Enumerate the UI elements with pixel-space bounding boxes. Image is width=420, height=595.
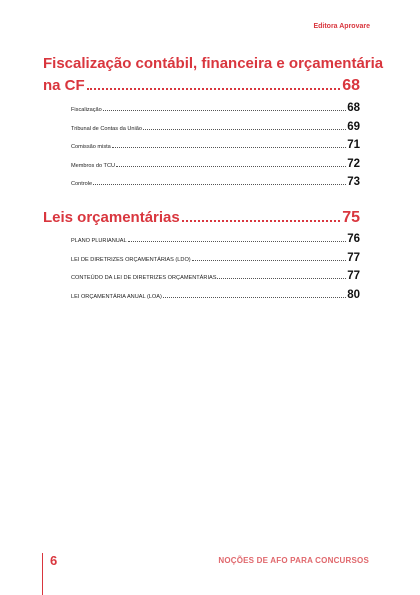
footer-accent-bar — [42, 553, 43, 595]
toc-entry[interactable] — [71, 289, 360, 308]
toc-entry[interactable] — [71, 176, 360, 195]
toc-entry-label: Fiscalização — [71, 107, 102, 113]
toc-entry[interactable] — [71, 158, 360, 177]
toc-entry[interactable] — [71, 270, 360, 289]
toc-entry[interactable] — [71, 139, 360, 158]
toc-entry-label: LEI ORÇAMENTÁRIA ANUAL (LOA) — [71, 293, 162, 300]
toc-entry[interactable] — [71, 233, 360, 252]
dot-leader — [87, 88, 341, 90]
chapter-title-line2: na CF — [43, 77, 85, 94]
dot-leader — [182, 220, 340, 222]
dot-leader — [103, 110, 346, 111]
toc-entry-label: LEI DE DIRETRIZES ORÇAMENTÁRIAS (LDO) — [71, 256, 191, 263]
chapter-title-line1: Fiscalização contábil, financeira e orçamentária — [43, 55, 384, 72]
toc-entry-page: 68 — [347, 102, 360, 114]
toc-entry-label: CONTEÚDO DA LEI DE DIRETRIZES ORÇAMENTÁRIAS — [71, 275, 217, 281]
toc-entry-page: 69 — [347, 120, 360, 133]
dot-leader — [163, 297, 346, 298]
toc-section-leis — [43, 207, 360, 307]
dot-leader — [217, 278, 346, 279]
toc-entry-label: Tribunal de Contas da União — [71, 125, 143, 132]
toc-entry-page: 71 — [347, 139, 360, 151]
toc-entry-page: 77 — [347, 251, 360, 264]
toc-entry-label: Controle — [71, 181, 93, 187]
toc-section-fiscalizacao — [43, 53, 384, 195]
book-title: NOÇÕES DE AFO PARA CONCURSOS — [218, 556, 369, 565]
chapter-heading[interactable] — [43, 207, 360, 229]
toc-entry-page: 77 — [347, 270, 360, 282]
dot-leader — [116, 166, 346, 167]
toc-entry-label: Comissão mista — [71, 144, 111, 150]
toc-entries — [43, 233, 360, 307]
chapter-heading[interactable] — [43, 75, 360, 97]
dot-leader — [143, 129, 346, 130]
dot-leader — [112, 147, 346, 148]
toc-entry[interactable] — [71, 252, 360, 271]
dot-leader — [192, 260, 347, 261]
chapter-page-number: 68 — [342, 77, 360, 94]
toc-entry[interactable] — [71, 102, 360, 121]
chapter-page-number: 75 — [342, 209, 360, 226]
toc-entry-page: 72 — [347, 157, 360, 170]
toc-entry[interactable] — [71, 121, 360, 140]
toc-entry-page: 73 — [347, 176, 360, 188]
page-number: 6 — [50, 553, 58, 568]
publisher-name: Editora Aprovare — [313, 23, 370, 30]
toc-entry-page: 76 — [347, 233, 360, 245]
toc-entry-label: PLANO PLURIANUAL — [71, 238, 127, 244]
chapter-title: Leis orçamentárias — [43, 209, 180, 226]
toc-entry-label: Membros do TCU — [71, 162, 116, 169]
toc-entries — [43, 102, 360, 195]
dot-leader — [93, 184, 346, 185]
toc-entry-page: 80 — [347, 288, 360, 301]
dot-leader — [128, 241, 347, 242]
